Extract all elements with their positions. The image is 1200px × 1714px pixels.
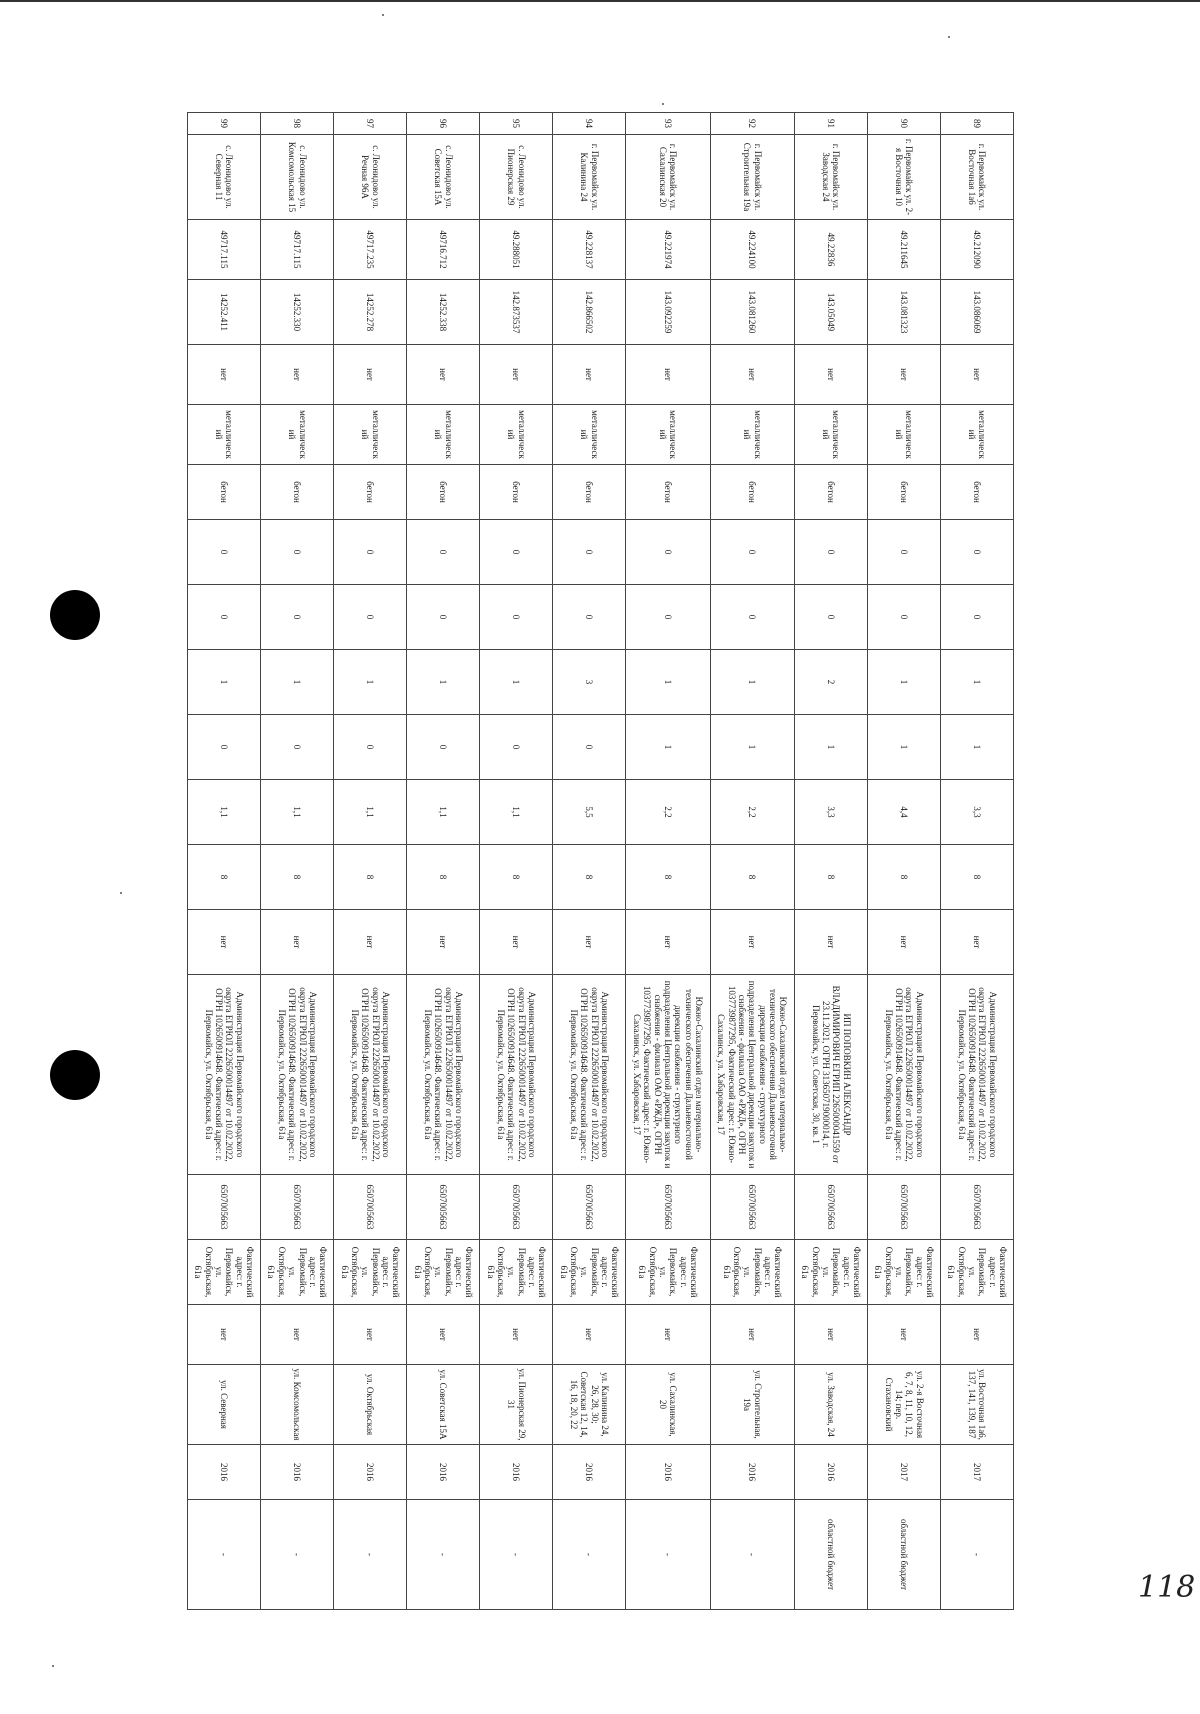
flag-cell: нет	[407, 910, 480, 975]
surface-type-cell: бетон	[188, 465, 261, 520]
latitude-cell: 49717.115	[188, 220, 261, 280]
container-material-cell: металлический	[407, 405, 480, 465]
surface-type-cell: бетон	[480, 465, 553, 520]
table-row	[188, 113, 261, 1610]
table-row	[407, 113, 480, 1610]
flag-cell: нет	[940, 1305, 1013, 1365]
served-objects-cell: ул. Калинина 24, 26, 28, 30; Советская 12, 14, 16, 18, 20, 22	[553, 1365, 626, 1445]
latitude-cell: 49716.712	[407, 220, 480, 280]
served-objects-cell: ул. Сахалинская, 20	[626, 1365, 710, 1445]
flag-cell: нет	[188, 1305, 261, 1365]
owner-cell: Южно-Сахалинский отдел материально-технического обеспечения Дальневосточной дирекции снабжения - структурного подразделения Центральной дирекции закупок и снабжения - филиала ОАО «РЖД», ОГРН 1037739877295, Фактический адрес: г. Южно-Сахалинск, ул. Хабаровская, 17	[626, 975, 710, 1175]
row-number-cell: 90	[867, 113, 940, 135]
surface-type-cell: бетон	[710, 465, 794, 520]
note-cell: -	[940, 1500, 1013, 1610]
count-cell: 8	[794, 845, 867, 910]
year-cell: 2017	[867, 1445, 940, 1500]
address-cell: с. Леонидово ул. Комсомольская 15	[261, 135, 334, 220]
volume-cell: 3,3	[794, 780, 867, 845]
scan-speck	[948, 36, 950, 38]
count-cell: 1	[626, 715, 710, 780]
table-row	[553, 113, 626, 1610]
flag-cell: нет	[480, 1305, 553, 1365]
count-cell: 8	[710, 845, 794, 910]
flag-cell: нет	[940, 345, 1013, 405]
longitude-cell: 14252.411	[188, 280, 261, 345]
inn-cell: 6507005663	[940, 1175, 1013, 1240]
flag-cell: нет	[710, 1305, 794, 1365]
count-cell: 0	[626, 585, 710, 650]
surface-type-cell: бетон	[334, 465, 407, 520]
count-cell: 0	[407, 715, 480, 780]
row-number-cell: 92	[710, 113, 794, 135]
count-cell: 0	[188, 715, 261, 780]
inn-cell: 6507005663	[261, 1175, 334, 1240]
surface-type-cell: бетон	[867, 465, 940, 520]
container-material-cell: металлический	[261, 405, 334, 465]
container-material-cell: металлический	[794, 405, 867, 465]
fact-address-cell: Фактический адрес: г. Первомайск, ул. Октябрьская, 61а	[334, 1240, 407, 1305]
latitude-cell: 49717.235	[334, 220, 407, 280]
count-cell: 0	[261, 585, 334, 650]
row-number-cell: 91	[794, 113, 867, 135]
address-cell: г. Первомайск ул. Строительная 19а	[710, 135, 794, 220]
year-cell: 2016	[334, 1445, 407, 1500]
longitude-cell: 143.092259	[626, 280, 710, 345]
volume-cell: 1,1	[334, 780, 407, 845]
owner-cell: Администрация Первомайского городского округа ЕГРЮЛ 2226500014497 от 10.02.2022, ОГРН 1026500914648. Фактический адрес: г. Первомайск, ул. Октябрьская, 61а	[407, 975, 480, 1175]
address-cell: г. Первомайск ул. Восточная 1а6	[940, 135, 1013, 220]
year-cell: 2016	[261, 1445, 334, 1500]
count-cell: 0	[553, 715, 626, 780]
note-cell: -	[334, 1500, 407, 1610]
volume-cell: 1,1	[407, 780, 480, 845]
surface-type-cell: бетон	[407, 465, 480, 520]
container-material-cell: металлический	[188, 405, 261, 465]
longitude-cell: 143.081260	[710, 280, 794, 345]
fact-address-cell: Фактический адрес: г. Первомайск, ул. Октябрьская, 61а	[626, 1240, 710, 1305]
flag-cell: нет	[188, 910, 261, 975]
count-cell: 8	[407, 845, 480, 910]
count-cell: 1	[261, 650, 334, 715]
flag-cell: нет	[407, 1305, 480, 1365]
owner-cell: Администрация Первомайского городского округа ЕГРЮЛ 2226500014497 от 10.02.2022, ОГРН 1026500914648. Фактический адрес: г. Первомайск, ул. Октябрьская, 61а	[334, 975, 407, 1175]
volume-cell: 3,3	[940, 780, 1013, 845]
count-cell: 8	[626, 845, 710, 910]
latitude-cell: 49.22836	[794, 220, 867, 280]
table-body	[188, 113, 1014, 1610]
registry-table	[187, 112, 1014, 1610]
note-cell: -	[480, 1500, 553, 1610]
flag-cell: нет	[794, 1305, 867, 1365]
container-material-cell: металлический	[480, 405, 553, 465]
address-cell: г. Первомайск ул. Калинина 24	[553, 135, 626, 220]
count-cell: 0	[334, 520, 407, 585]
table-row	[626, 113, 710, 1610]
handwritten-page-number: 118	[1138, 1570, 1196, 1605]
address-cell: г. Первомайск ул. Сахалинская 20	[626, 135, 710, 220]
flag-cell: нет	[794, 345, 867, 405]
served-objects-cell: ул. Строительная, 19а	[710, 1365, 794, 1445]
scan-speck	[52, 1665, 54, 1667]
latitude-cell: 49.211645	[867, 220, 940, 280]
flag-cell: нет	[867, 345, 940, 405]
row-number-cell: 96	[407, 113, 480, 135]
flag-cell: нет	[940, 910, 1013, 975]
container-material-cell: металлический	[334, 405, 407, 465]
surface-type-cell: бетон	[553, 465, 626, 520]
count-cell: 1	[626, 650, 710, 715]
row-number-cell: 95	[480, 113, 553, 135]
count-cell: 0	[407, 585, 480, 650]
flag-cell: нет	[261, 910, 334, 975]
count-cell: 1	[940, 650, 1013, 715]
count-cell: 0	[188, 585, 261, 650]
longitude-cell: 142.866502	[553, 280, 626, 345]
fact-address-cell: Фактический адрес: г. Первомайск, ул. Октябрьская, 61а	[188, 1240, 261, 1305]
count-cell: 1	[867, 715, 940, 780]
note-cell: -	[261, 1500, 334, 1610]
scan-speck	[120, 892, 122, 894]
volume-cell: 1,1	[188, 780, 261, 845]
count-cell: 0	[480, 520, 553, 585]
table-row	[334, 113, 407, 1610]
count-cell: 0	[480, 585, 553, 650]
count-cell: 0	[188, 520, 261, 585]
count-cell: 0	[553, 585, 626, 650]
count-cell: 0	[261, 715, 334, 780]
table-row	[867, 113, 940, 1610]
owner-cell: Администрация Первомайского городского округа ЕГРЮЛ 2226500014497 от 10.02.2022, ОГРН 1026500914648. Фактический адрес: г. Первомайск, ул. Октябрьская, 61а	[867, 975, 940, 1175]
flag-cell: нет	[480, 910, 553, 975]
inn-cell: 6507005663	[710, 1175, 794, 1240]
served-objects-cell: ул. Заводская, 24	[794, 1365, 867, 1445]
year-cell: 2016	[480, 1445, 553, 1500]
inn-cell: 6507005663	[626, 1175, 710, 1240]
volume-cell: 2,2	[626, 780, 710, 845]
served-objects-cell: ул. Октябрьская	[334, 1365, 407, 1445]
longitude-cell: 14252.278	[334, 280, 407, 345]
flag-cell: нет	[867, 910, 940, 975]
container-material-cell: металлический	[553, 405, 626, 465]
count-cell: 1	[480, 650, 553, 715]
row-number-cell: 98	[261, 113, 334, 135]
count-cell: 8	[867, 845, 940, 910]
latitude-cell: 49.288051	[480, 220, 553, 280]
note-cell: -	[553, 1500, 626, 1610]
flag-cell: нет	[188, 345, 261, 405]
table-row	[480, 113, 553, 1610]
fact-address-cell: Фактический адрес: г. Первомайск, ул. Октябрьская, 61а	[407, 1240, 480, 1305]
count-cell: 1	[867, 650, 940, 715]
year-cell: 2016	[794, 1445, 867, 1500]
hole-punch-mark	[50, 590, 100, 640]
latitude-cell: 49.221974	[626, 220, 710, 280]
scan-top-line	[0, 0, 1200, 2]
inn-cell: 6507005663	[553, 1175, 626, 1240]
row-number-cell: 89	[940, 113, 1013, 135]
inn-cell: 6507005663	[188, 1175, 261, 1240]
fact-address-cell: Фактический адрес: г. Первомайск, ул. Октябрьская, 61а	[794, 1240, 867, 1305]
flag-cell: нет	[261, 1305, 334, 1365]
row-number-cell: 94	[553, 113, 626, 135]
flag-cell: нет	[407, 345, 480, 405]
surface-type-cell: бетон	[794, 465, 867, 520]
flag-cell: нет	[334, 345, 407, 405]
table-row	[710, 113, 794, 1610]
flag-cell: нет	[334, 910, 407, 975]
fact-address-cell: Фактический адрес: г. Первомайск, ул. Октябрьская, 61а	[480, 1240, 553, 1305]
address-cell: с. Леонидово ул. Пионерская 29	[480, 135, 553, 220]
count-cell: 1	[710, 715, 794, 780]
address-cell: с. Леонидово ул. Речная 96А	[334, 135, 407, 220]
served-objects-cell: ул. Восточная 1а6, 137, 141, 139, 187	[940, 1365, 1013, 1445]
surface-type-cell: бетон	[940, 465, 1013, 520]
fact-address-cell: Фактический адрес: г. Первомайск, ул. Октябрьская, 61а	[710, 1240, 794, 1305]
row-number-cell: 99	[188, 113, 261, 135]
table-row	[940, 113, 1013, 1610]
count-cell: 0	[626, 520, 710, 585]
flag-cell: нет	[626, 910, 710, 975]
fact-address-cell: Фактический адрес: г. Первомайск, ул. Октябрьская, 61а	[867, 1240, 940, 1305]
address-cell: с. Леонидово ул. Северная 11	[188, 135, 261, 220]
year-cell: 2017	[940, 1445, 1013, 1500]
count-cell: 0	[794, 520, 867, 585]
note-cell: -	[626, 1500, 710, 1610]
row-number-cell: 93	[626, 113, 710, 135]
table-row	[261, 113, 334, 1610]
served-objects-cell: ул. Советская 15А	[407, 1365, 480, 1445]
latitude-cell: 49.224100	[710, 220, 794, 280]
owner-cell: Администрация Первомайского городского округа ЕГРЮЛ 2226500014497 от 10.02.2022, ОГРН 1026500914648. Фактический адрес: г. Первомайск, ул. Октябрьская, 61а	[480, 975, 553, 1175]
note-cell: областной бюджет	[867, 1500, 940, 1610]
surface-type-cell: бетон	[261, 465, 334, 520]
flag-cell: нет	[626, 1305, 710, 1365]
count-cell: 0	[480, 715, 553, 780]
count-cell: 1	[188, 650, 261, 715]
count-cell: 0	[334, 715, 407, 780]
year-cell: 2016	[553, 1445, 626, 1500]
count-cell: 0	[710, 585, 794, 650]
count-cell: 0	[867, 585, 940, 650]
inn-cell: 6507005663	[794, 1175, 867, 1240]
address-cell: г. Первомайск ул. 2-я Восточная 10	[867, 135, 940, 220]
year-cell: 2016	[407, 1445, 480, 1500]
longitude-cell: 142.873537	[480, 280, 553, 345]
count-cell: 8	[261, 845, 334, 910]
rotated-table-wrapper	[187, 112, 1014, 1591]
count-cell: 0	[794, 585, 867, 650]
volume-cell: 5,5	[553, 780, 626, 845]
flag-cell: нет	[794, 910, 867, 975]
volume-cell: 2,2	[710, 780, 794, 845]
count-cell: 0	[334, 585, 407, 650]
count-cell: 1	[710, 650, 794, 715]
flag-cell: нет	[553, 345, 626, 405]
inn-cell: 6507005663	[407, 1175, 480, 1240]
container-material-cell: металлический	[940, 405, 1013, 465]
owner-cell: Администрация Первомайского городского округа ЕГРЮЛ 2226500014497 от 10.02.2022, ОГРН 1026500914648. Фактический адрес: г. Первомайск, ул. Октябрьская, 61а	[940, 975, 1013, 1175]
count-cell: 8	[553, 845, 626, 910]
longitude-cell: 143.081323	[867, 280, 940, 345]
fact-address-cell: Фактический адрес: г. Первомайск, ул. Октябрьская, 61а	[940, 1240, 1013, 1305]
latitude-cell: 49.212090	[940, 220, 1013, 280]
count-cell: 8	[334, 845, 407, 910]
count-cell: 0	[940, 520, 1013, 585]
flag-cell: нет	[261, 345, 334, 405]
owner-cell: Администрация Первомайского городского округа ЕГРЮЛ 2226500014497 от 10.02.2022, ОГРН 1026500914648. Фактический адрес: г. Первомайск, ул. Октябрьская, 61а	[553, 975, 626, 1175]
longitude-cell: 143.05049	[794, 280, 867, 345]
served-objects-cell: ул. 2-я Восточная 6, 7, 8, 11, 10, 12, 14; пер. Стахановский	[867, 1365, 940, 1445]
count-cell: 8	[940, 845, 1013, 910]
owner-cell: ИП ПОПОВКИН АЛЕКСАНДР ВЛАДИМИРОВИЧ ЕГРИП 2265000041559 от 23.11.2021, ОГРН 313650719000014, г. Первомайск, ул. Советская, 30, кв. 1	[794, 975, 867, 1175]
container-material-cell: металлический	[867, 405, 940, 465]
count-cell: 1	[334, 650, 407, 715]
container-material-cell: металлический	[626, 405, 710, 465]
fact-address-cell: Фактический адрес: г. Первомайск, ул. Октябрьская, 61а	[553, 1240, 626, 1305]
count-cell: 0	[553, 520, 626, 585]
volume-cell: 1,1	[261, 780, 334, 845]
owner-cell: Южно-Сахалинский отдел материально-технического обеспечения Дальневосточной дирекции снабжения - структурного подразделения Центральной дирекции закупок и снабжения - филиала ОАО «РЖД», ОГРН 1037739877295, Фактический адрес: г. Южно-Сахалинск, ул. Хабаровская, 17	[710, 975, 794, 1175]
inn-cell: 6507005663	[867, 1175, 940, 1240]
volume-cell: 1,1	[480, 780, 553, 845]
flag-cell: нет	[553, 910, 626, 975]
flag-cell: нет	[710, 910, 794, 975]
served-objects-cell: ул. Комсомольская	[261, 1365, 334, 1445]
count-cell: 0	[867, 520, 940, 585]
note-cell: -	[710, 1500, 794, 1610]
surface-type-cell: бетон	[626, 465, 710, 520]
owner-cell: Администрация Первомайского городского округа ЕГРЮЛ 2226500014497 от 10.02.2022, ОГРН 1026500914648. Фактический адрес: г. Первомайск, ул. Октябрьская, 61а	[261, 975, 334, 1175]
row-number-cell: 97	[334, 113, 407, 135]
longitude-cell: 14252.338	[407, 280, 480, 345]
scan-speck	[382, 14, 384, 16]
note-cell: -	[188, 1500, 261, 1610]
container-material-cell: металлический	[710, 405, 794, 465]
latitude-cell: 49.228137	[553, 220, 626, 280]
inn-cell: 6507005663	[334, 1175, 407, 1240]
scan-speck	[662, 103, 664, 105]
count-cell: 1	[940, 715, 1013, 780]
served-objects-cell: ул. Пионерская 29, 31	[480, 1365, 553, 1445]
flag-cell: нет	[553, 1305, 626, 1365]
count-cell: 1	[794, 715, 867, 780]
flag-cell: нет	[480, 345, 553, 405]
longitude-cell: 143.086069	[940, 280, 1013, 345]
count-cell: 3	[553, 650, 626, 715]
year-cell: 2016	[626, 1445, 710, 1500]
inn-cell: 6507005663	[480, 1175, 553, 1240]
note-cell: -	[407, 1500, 480, 1610]
table-row	[794, 113, 867, 1610]
fact-address-cell: Фактический адрес: г. Первомайск, ул. Октябрьская, 61а	[261, 1240, 334, 1305]
volume-cell: 4,4	[867, 780, 940, 845]
served-objects-cell: ул. Северная	[188, 1365, 261, 1445]
latitude-cell: 49717.115	[261, 220, 334, 280]
count-cell: 8	[480, 845, 553, 910]
year-cell: 2016	[188, 1445, 261, 1500]
count-cell: 0	[940, 585, 1013, 650]
address-cell: с. Леонидово ул. Советская 15А	[407, 135, 480, 220]
flag-cell: нет	[334, 1305, 407, 1365]
flag-cell: нет	[710, 345, 794, 405]
flag-cell: нет	[867, 1305, 940, 1365]
hole-punch-mark	[50, 1050, 100, 1100]
owner-cell: Администрация Первомайского городского округа ЕГРЮЛ 2226500014497 от 10.02.2022, ОГРН 1026500914648. Фактический адрес: г. Первомайск, ул. Октябрьская, 61а	[188, 975, 261, 1175]
count-cell: 8	[188, 845, 261, 910]
year-cell: 2016	[710, 1445, 794, 1500]
count-cell: 2	[794, 650, 867, 715]
longitude-cell: 14252.330	[261, 280, 334, 345]
count-cell: 0	[710, 520, 794, 585]
count-cell: 1	[407, 650, 480, 715]
count-cell: 0	[261, 520, 334, 585]
address-cell: г. Первомайск ул. Заводская 24	[794, 135, 867, 220]
count-cell: 0	[407, 520, 480, 585]
flag-cell: нет	[626, 345, 710, 405]
note-cell: областной бюджет	[794, 1500, 867, 1610]
